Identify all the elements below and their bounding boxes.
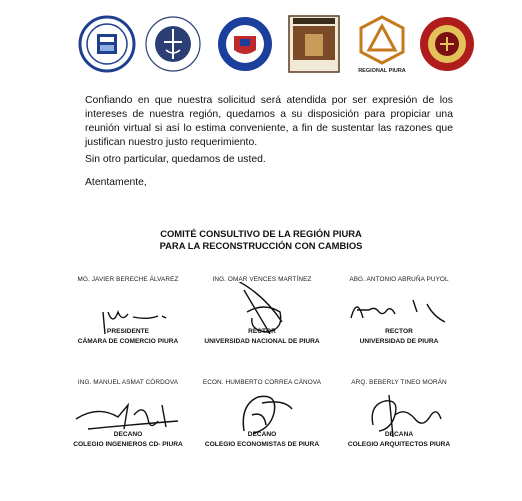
signatory-name: MG. JAVIER BERECHE ÁLVAREZ xyxy=(77,276,179,283)
farewell-line: Sin otro particular, quedamos de usted. xyxy=(85,154,266,165)
committee-title: COMITÉ CONSULTIVO DE LA REGIÓN PIURA xyxy=(160,228,362,239)
signatory-name: ABG. ANTONIO ABRUÑA PUYOL xyxy=(349,276,449,283)
handwritten-signature-icon xyxy=(329,385,469,437)
colegio-arquitectos-regional-piura-logo-icon xyxy=(351,14,413,74)
signatory-name: ECON. HUMBERTO CORREA CÁNOVA xyxy=(202,379,322,386)
universidad-piura-seal-icon xyxy=(142,14,204,74)
signatory-name: ING. OMAR VENCES MARTÍNEZ xyxy=(212,276,312,283)
logo-row xyxy=(0,0,522,82)
signatory-organization: COLEGIO ECONOMISTAS DE PIURA xyxy=(204,441,320,448)
signatory-organization: COLEGIO INGENIEROS CD- PIURA xyxy=(73,441,183,448)
universidad-nacional-piura-seal-icon xyxy=(214,14,276,74)
signatory-role: RECTOR xyxy=(248,328,276,335)
signatory-name: ING. MANUEL ASMAT CÓRDOVA xyxy=(77,379,179,386)
signature-block-vences xyxy=(182,276,342,348)
committee-subtitle: PARA LA RECONSTRUCCIÓN CON CAMBIOS xyxy=(159,240,363,251)
colegio-ingenieros-piura-seal-icon xyxy=(416,14,478,74)
camara-comercio-piura-seal-icon xyxy=(76,14,138,74)
handwritten-signature-icon xyxy=(58,282,198,334)
signature-block-tineo xyxy=(319,379,479,451)
signatory-organization: UNIVERSIDAD DE PIURA xyxy=(359,338,439,345)
signatory-organization: UNIVERSIDAD NACIONAL DE PIURA xyxy=(204,338,320,345)
signatory-organization: CÁMARA DE COMERCIO PIURA xyxy=(77,338,179,345)
signatory-name: ARQ. BEBERLY TINEO MORÁN xyxy=(351,379,447,386)
handwritten-signature-icon xyxy=(192,385,332,437)
colegio-economistas-piura-seal-icon xyxy=(283,14,345,74)
signatory-organization: COLEGIO ARQUITECTOS PIURA xyxy=(347,441,451,448)
signature-block-correa xyxy=(182,379,342,451)
signatory-role: DECANA xyxy=(384,431,414,438)
signatory-role: RECTOR xyxy=(385,328,413,335)
svg-text:REGIONAL PIURA: REGIONAL PIURA xyxy=(358,68,406,74)
signatory-role: DECANO xyxy=(247,431,277,438)
closing-paragraph: Confiando en que nuestra solicitud será atendida por ser expresión de los intereses de nuestra región, quedamos a su disposición para propiciar una reunión virtual si así lo estima conveniente, a fin de sustentar las razones que justifican nuestro justo requerimiento. xyxy=(85,95,453,148)
handwritten-signature-icon xyxy=(192,282,332,334)
signatory-role: DECANO xyxy=(113,431,143,438)
handwritten-signature-icon xyxy=(58,385,198,437)
signatory-role: PRESIDENTE xyxy=(106,328,150,335)
signature-block-abruna xyxy=(319,276,479,348)
signoff: Atentamente, xyxy=(85,177,147,188)
handwritten-signature-icon xyxy=(329,282,469,334)
